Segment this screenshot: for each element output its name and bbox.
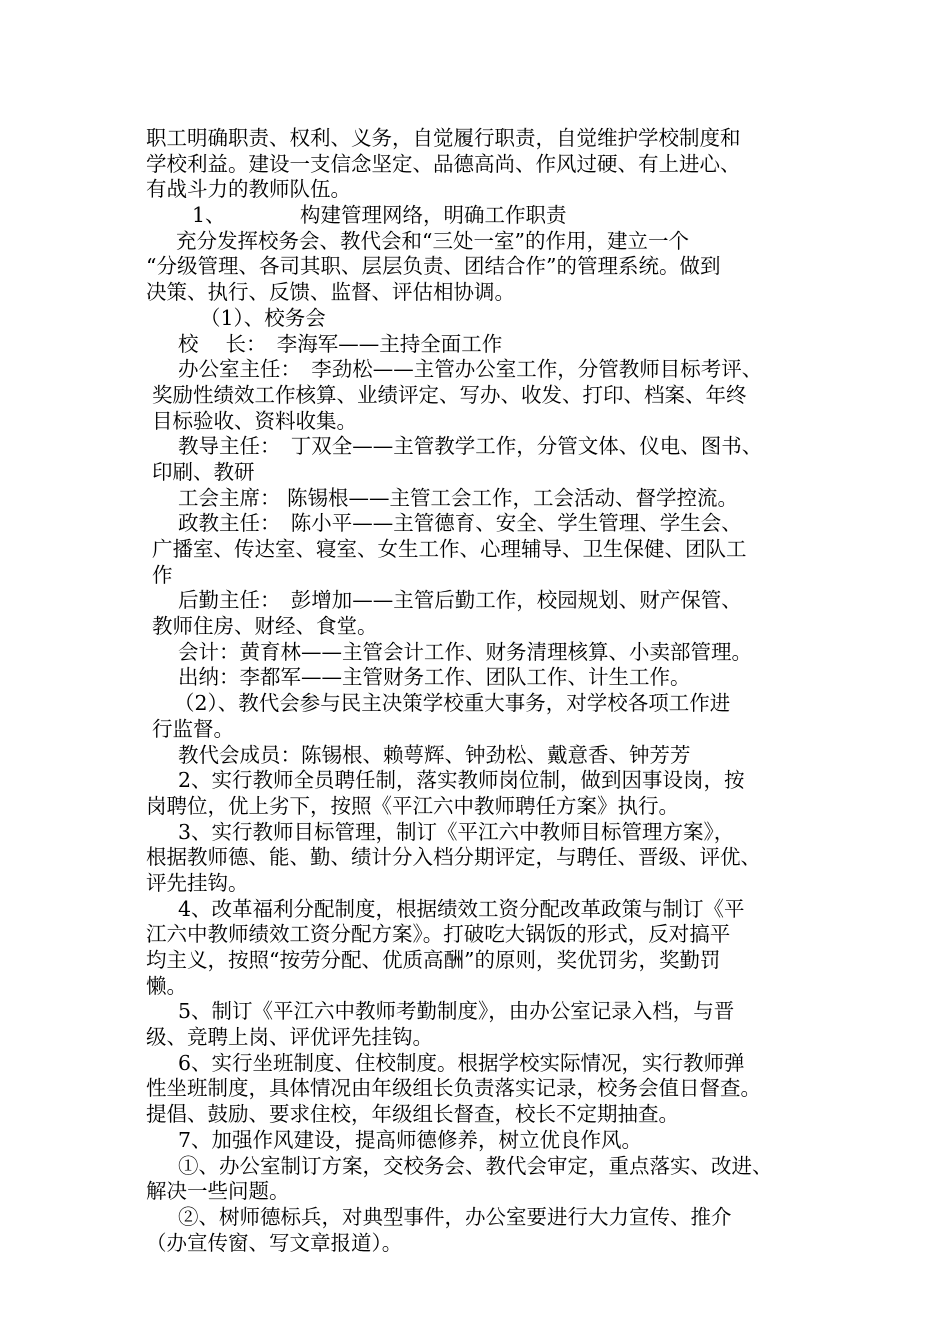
text-line: 岗聘位，优上劣下，按照《平江六中教师聘任方案》执行。 — [146, 793, 679, 818]
text-line: 职工明确职责、权利、义务，自觉履行职责，自觉维护学校制度和 — [146, 126, 741, 150]
text-line: 办公室主任： 李劲松——主管办公室工作，分管教师目标考评、 — [178, 357, 763, 382]
text-line: 有战斗力的教师队伍。 — [146, 177, 351, 202]
text-line: 目标验收、资料收集。 — [152, 408, 357, 433]
text-line: 7、加强作风建设，提高师德修养，树立优良作风。 — [178, 1127, 643, 1152]
document-body — [146, 126, 826, 1256]
text-line: ①、办公室制订方案，交校务会、教代会审定，重点落实、改进、 — [178, 1153, 773, 1178]
text-line: 性坐班制度，具体情况由年级组长负责落实记录，校务会值日督查。 — [146, 1076, 761, 1101]
text-line: 5、制订《平江六中教师考勤制度》，由办公室记录入档，与晋 — [178, 999, 735, 1024]
text-line: 均主义，按照“按劳分配、优质高酬”的原则，奖优罚劣，奖勤罚 — [146, 948, 721, 972]
text-line: 教导主任： 丁双全——主管教学工作，分管文体、仪电、图书、 — [178, 434, 763, 459]
text-line: 提倡、鼓励、要求住校，年级组长督查，校长不定期抽查。 — [146, 1102, 679, 1127]
text-line: 3、实行教师目标管理，制订《平江六中教师目标管理方案》， — [178, 819, 735, 844]
text-line: 2、实行教师全员聘任制，落实教师岗位制，做到因事设岗，按 — [178, 768, 745, 793]
text-line: 解决一些问题。 — [146, 1179, 290, 1204]
text-line: 广播室、传达室、寝室、女生工作、心理辅导、卫生保健、团队工 — [152, 537, 747, 561]
text-line: 工会主席： 陈锡根——主管工会工作，工会活动、督学控流。 — [178, 485, 739, 510]
text-line: 学校利益。建设一支信念坚定、品德高尚、作风过硬、有上进心、 — [146, 151, 741, 176]
section-heading-number: 1、 — [192, 203, 226, 228]
text-line: 后勤主任： 彭增加——主管后勤工作，校园规划、财产保管、 — [178, 588, 742, 613]
text-line: 4、改革福利分配制度，根据绩效工资分配改革政策与制订《平 — [178, 896, 745, 921]
text-line: ②、树师德标兵，对典型事件，办公室要进行大力宣传、推介 — [178, 1204, 732, 1229]
text-line: 印刷、教研 — [152, 459, 255, 484]
text-line: 懒。 — [146, 973, 187, 998]
text-line: 教师住房、财经、食堂。 — [152, 614, 378, 639]
text-line: 作 — [152, 562, 173, 587]
section-heading-text: 构建管理网络，明确工作职责 — [300, 203, 567, 228]
text-line: 根据教师德、能、勤、绩计分入档分期评定，与聘任、晋级、评优、 — [146, 845, 761, 870]
section-heading — [146, 203, 826, 229]
text-line: 行监督。 — [152, 716, 234, 741]
text-line: 决策、执行、反馈、监督、评估相协调。 — [146, 280, 515, 305]
text-line: （2）、教代会参与民主决策学校重大事务，对学校各项工作进 — [174, 691, 731, 716]
text-line: 级、竞聘上岗、评优评先挂钩。 — [146, 1025, 433, 1050]
subsection-heading: （1）、校务会 — [200, 305, 326, 330]
text-line: 出纳：李都军——主管财务工作、团队工作、计生工作。 — [178, 665, 691, 690]
text-line: 评先挂钩。 — [146, 870, 249, 895]
text-line: “分级管理、各司其职、层层负责、团结合作”的管理系统。做到 — [146, 254, 721, 279]
text-line: 校 长： 李海军——主持全面工作 — [178, 331, 503, 356]
text-line: 6、实行坐班制度、住校制度。根据学校实际情况，实行教师弹 — [178, 1050, 745, 1075]
text-line: 江六中教师绩效工资分配方案》。打破吃大锅饭的形式，反对搞平 — [146, 922, 731, 947]
text-line: 会计：黄育林——主管会计工作、财务清理核算、小卖部管理。 — [178, 639, 752, 664]
text-line: 充分发挥校务会、教代会和“三处一室”的作用，建立一个 — [176, 228, 689, 253]
text-line: 政教主任： 陈小平——主管德育、安全、学生管理、学生会、 — [178, 511, 742, 536]
text-line: 教代会成员：陈锡根、赖萼辉、钟劲松、戴意香、钟芳芳 — [178, 742, 691, 767]
text-line: 奖励性绩效工作核算、业绩评定、写办、收发、打印、档案、年终 — [152, 382, 747, 407]
text-line: （办宣传窗、写文章报道）。 — [146, 1230, 403, 1255]
